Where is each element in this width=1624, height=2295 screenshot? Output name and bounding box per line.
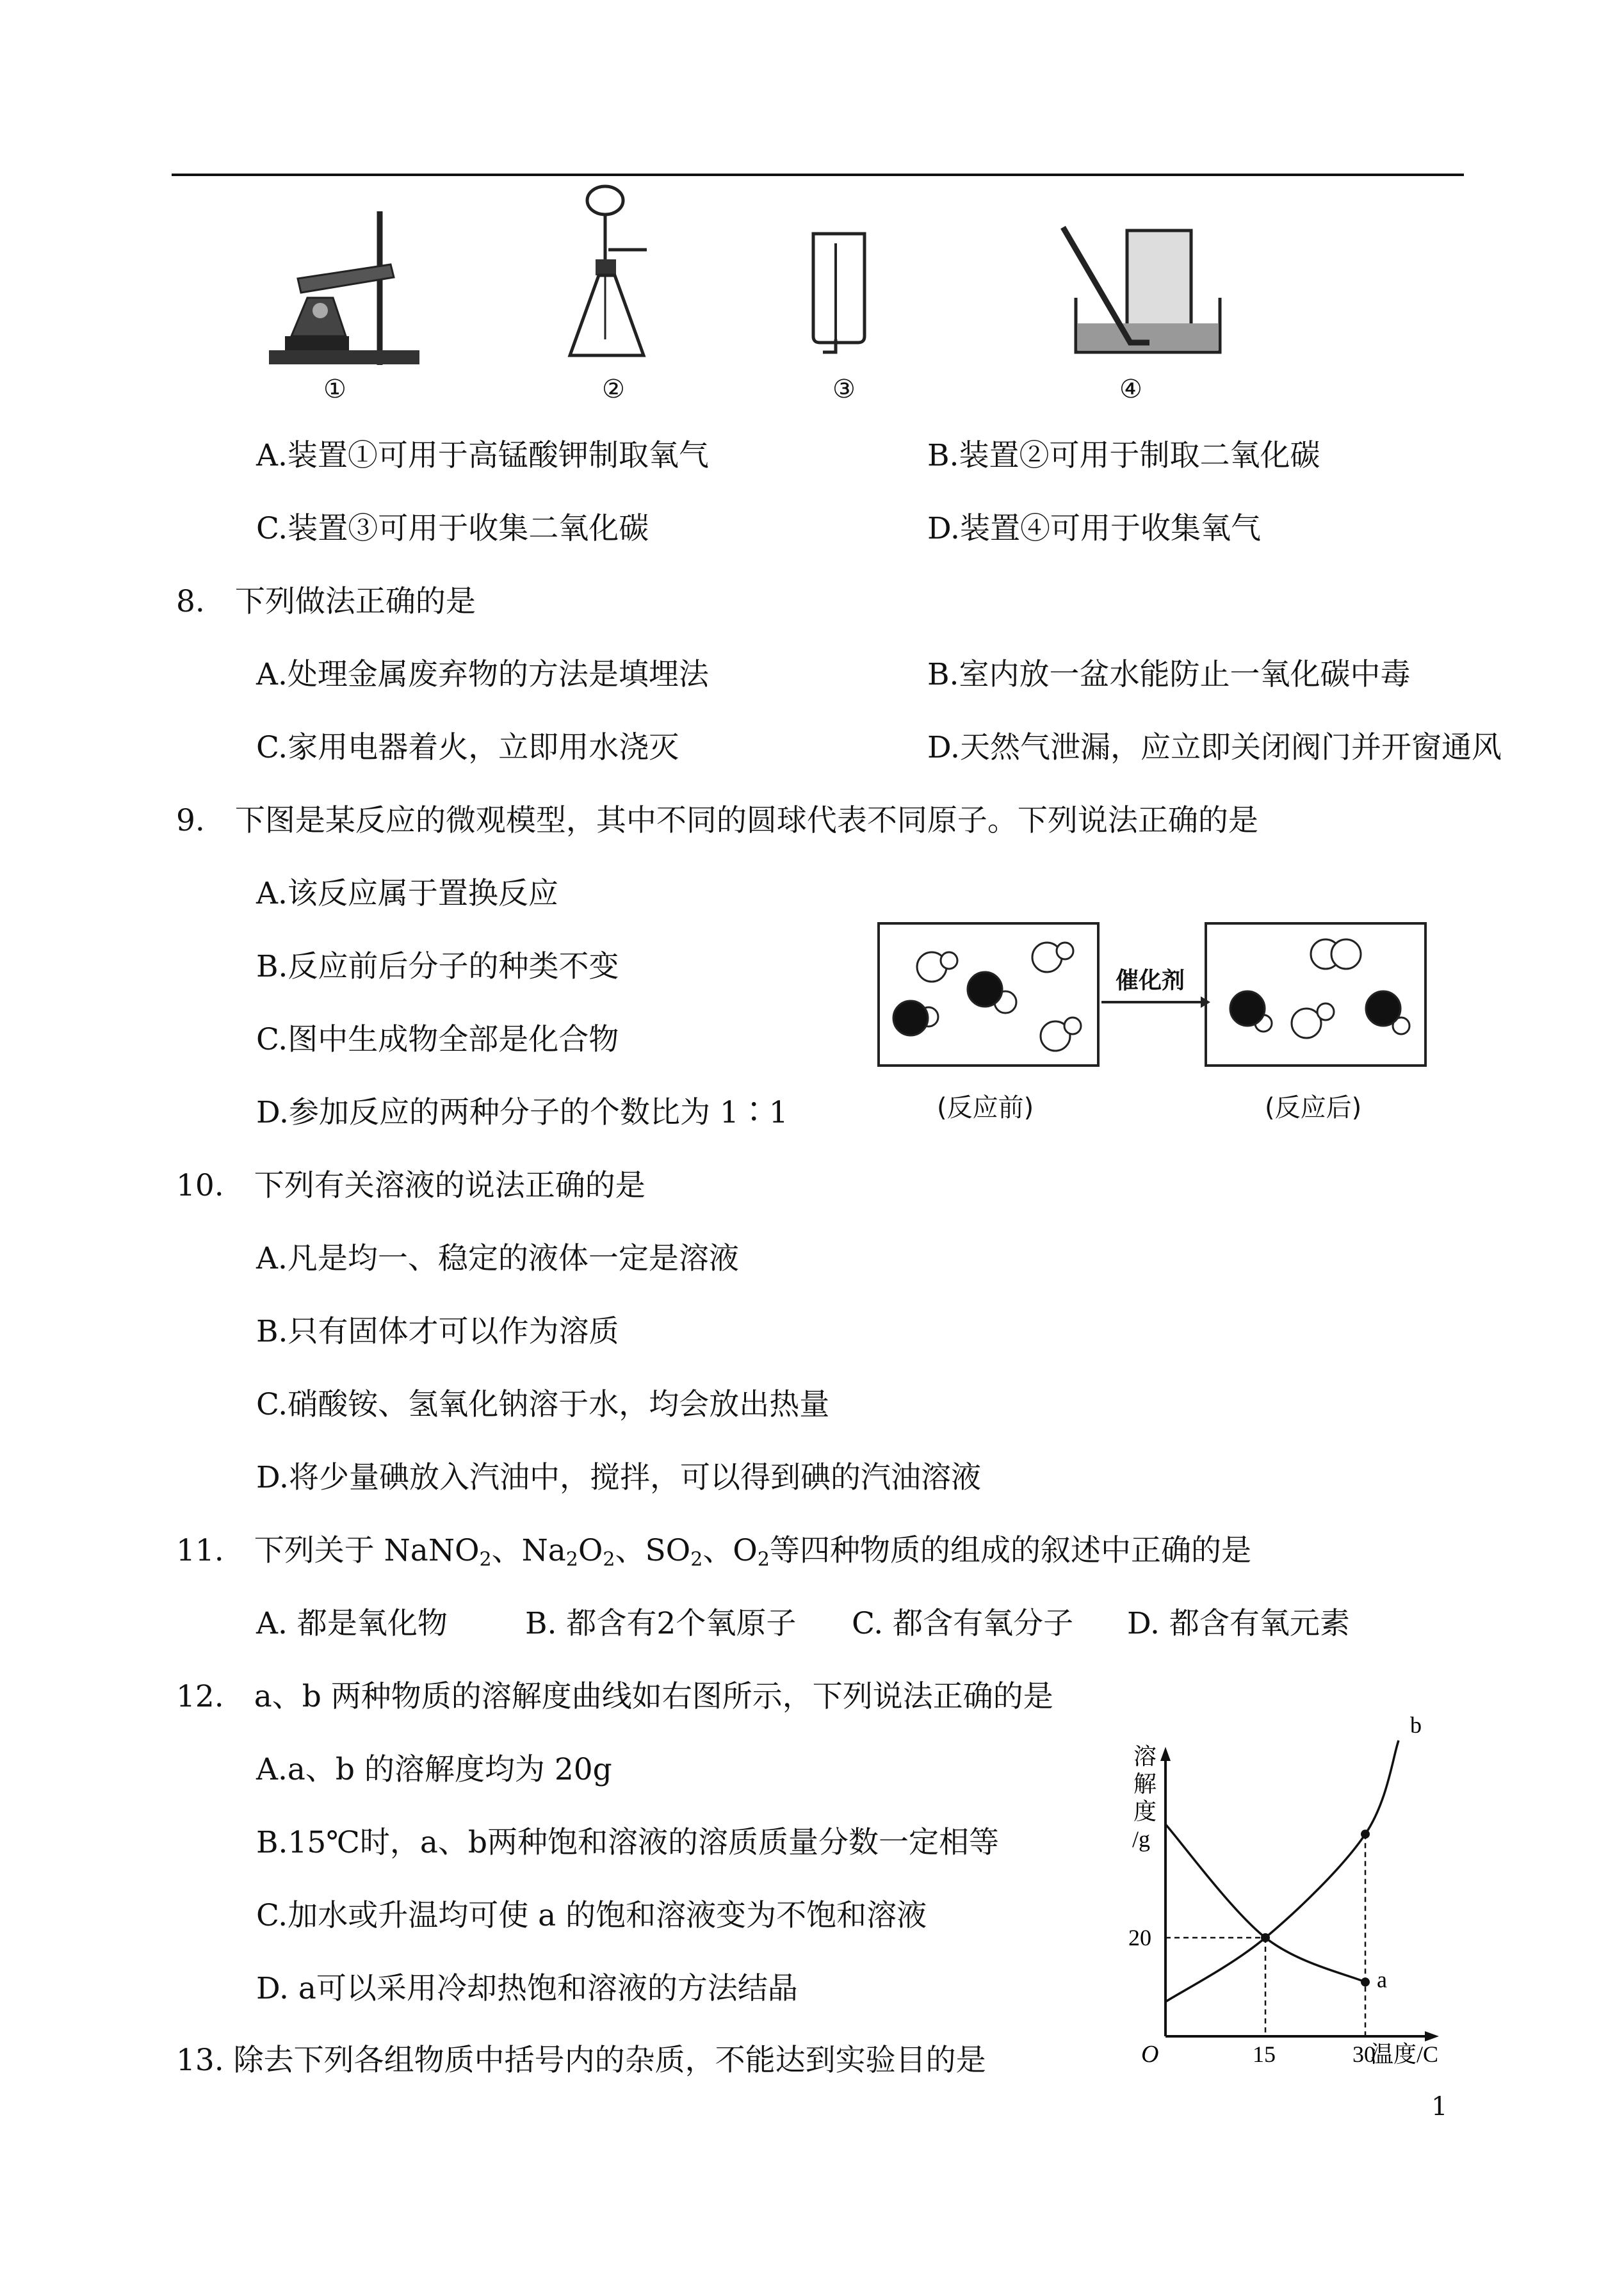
header-rule <box>172 174 1464 176</box>
q13-stem: 13. 除去下列各组物质中括号内的杂质，不能达到实验目的是 <box>176 2043 986 2078</box>
series-b-point-30 <box>1361 1829 1370 1838</box>
q11-option-a: A. 都是氧化物 <box>256 1606 448 1641</box>
apparatus-label-3: ③ <box>832 375 856 404</box>
q9-option-c: C.图中生成物全部是化合物 <box>256 1022 619 1057</box>
y-axis-label-3: 度 <box>1133 1799 1157 1824</box>
q11-option-d: D. 都含有氧元素 <box>1127 1606 1350 1641</box>
q11-option-c: C. 都含有氧分子 <box>852 1606 1074 1641</box>
series-b-label: b <box>1410 1712 1422 1738</box>
q9-option-d: D.参加反应的两种分子的个数比为 1∶1 <box>256 1095 788 1130</box>
before-reaction-label: (反应前) <box>937 1093 1034 1123</box>
apparatus-label-4: ④ <box>1119 375 1142 404</box>
q8-stem: 8. 下列做法正确的是 <box>176 584 476 619</box>
q10-option-a: A.凡是均一、稳定的液体一定是溶液 <box>256 1241 739 1276</box>
q9-option-b: B.反应前后分子的种类不变 <box>256 949 619 984</box>
q9-stem: 9. 下图是某反应的微观模型，其中不同的圆球代表不同原子。下列说法正确的是 <box>176 803 1258 838</box>
apparatus-label-2: ② <box>602 375 625 404</box>
q12-option-a: A.a、b 的溶解度均为 20g <box>256 1752 612 1787</box>
series-a-label: a <box>1377 1967 1387 1993</box>
q7-option-b: B.装置②可用于制取二氧化碳 <box>927 438 1320 473</box>
x-tick-label: 30 <box>1352 2041 1376 2067</box>
q7-option-d: D.装置④可用于收集氧气 <box>927 511 1261 546</box>
page-number: 1 <box>1431 2092 1448 2121</box>
apparatus-4-figure <box>1050 221 1223 359</box>
q9-option-a: A.该反应属于置换反应 <box>256 876 558 911</box>
y-axis-label-4: /g <box>1132 1826 1151 1852</box>
x-axis-arrow <box>1425 2031 1439 2041</box>
q7-option-c: C.装置③可用于收集二氧化碳 <box>256 511 649 546</box>
q10-stem: 10. 下列有关溶液的说法正确的是 <box>176 1168 646 1203</box>
q12-option-d: D. a可以采用冷却热饱和溶液的方法结晶 <box>256 1971 798 2006</box>
series-a-point-30 <box>1361 1977 1370 1986</box>
y-tick-label: 20 <box>1128 1925 1151 1950</box>
q12-stem: 12. a、b 两种物质的溶解度曲线如右图所示，下列说法正确的是 <box>176 1679 1053 1714</box>
series-b-line <box>1165 1740 1399 2002</box>
q10-option-d: D.将少量碘放入汽油中，搅拌，可以得到碘的汽油溶液 <box>256 1460 981 1495</box>
apparatus-1-figure <box>263 208 435 371</box>
q8-option-c: C.家用电器着火，立即用水浇灭 <box>256 730 679 765</box>
catalyst-label: 催化剂 <box>1116 968 1185 994</box>
q11-stem: 11. 下列关于 NaNO$_2$、$Na_2O_2$、$SO_2$、$O_2$等四种物质的组成的叙述中正确的是 <box>176 1533 1251 1571</box>
x-tick-label: 15 <box>1253 2041 1276 2067</box>
q10-option-c: C.硝酸铵、氢氧化钠溶于水，均会放出热量 <box>256 1387 830 1422</box>
apparatus-2-figure <box>564 182 660 371</box>
y-axis-label-1: 溶 <box>1133 1744 1157 1769</box>
q8-option-a: A.处理金属废弃物的方法是填埋法 <box>256 657 709 692</box>
intersection-point <box>1261 1933 1270 1942</box>
q7-option-a: A.装置①可用于高锰酸钾制取氧气 <box>256 438 709 473</box>
q10-option-b: B.只有固体才可以作为溶质 <box>256 1314 619 1349</box>
q11-option-b: B. 都含有2个氧原子 <box>525 1606 797 1641</box>
q12-option-b: B.15℃时，a、b两种饱和溶液的溶质质量分数一定相等 <box>256 1825 999 1860</box>
after-reaction-label: (反应后) <box>1265 1093 1362 1123</box>
y-axis-label-2: 解 <box>1133 1771 1157 1797</box>
apparatus-3-figure <box>810 227 868 355</box>
solubility-chart <box>1127 1712 1473 2068</box>
q8-option-d: D.天然气泄漏，应立即关闭阀门并开窗通风 <box>927 730 1502 765</box>
apparatus-label-1: ① <box>323 375 346 404</box>
q12-option-c: C.加水或升温均可使 a 的饱和溶液变为不饱和溶液 <box>256 1898 927 1933</box>
origin-label: O <box>1141 2041 1159 2068</box>
y-axis-arrow <box>1160 1747 1171 1761</box>
q8-option-b: B.室内放一盆水能防止一氧化碳中毒 <box>927 657 1411 692</box>
x-axis-label: 温度/C <box>1370 2041 1439 2067</box>
